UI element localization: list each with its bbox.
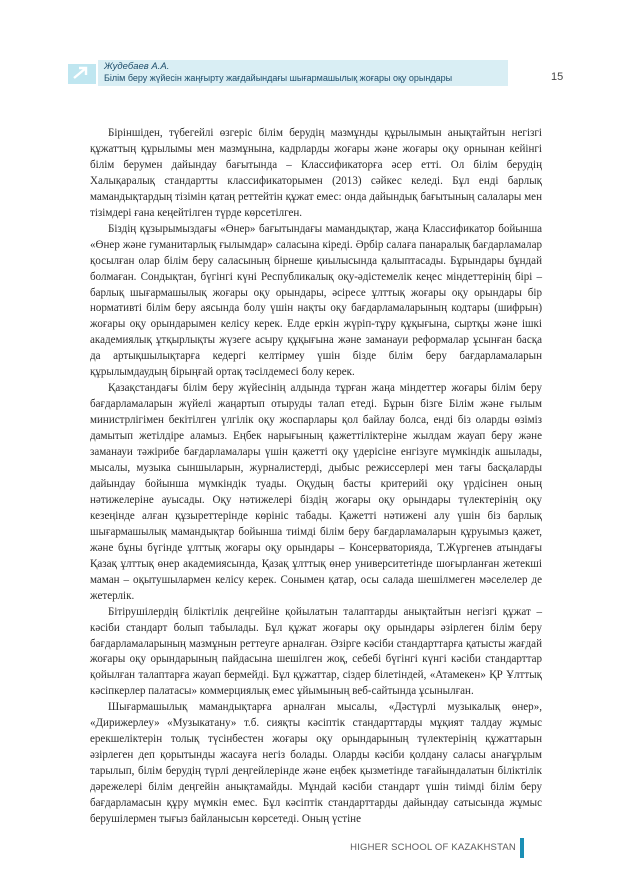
footer-accent-bar bbox=[520, 838, 524, 858]
article-body bbox=[90, 126, 542, 828]
article-author: Жудебаев А.А. bbox=[104, 61, 170, 72]
arrow-logo-icon bbox=[68, 64, 96, 84]
paragraph: Қазақстандағы білім беру жүйесінің алдында тұрған жаңа міндеттер жоғары білім беру бағдарламаларын жүйелі жаңартып отыруды талап етеді. Бұрын бізге Білім және ғылым министрлігімен бекітілген үлгілік оқу жоспарлары қол байлау болса, енді біз оларды өзіміз дамытып жетілдіре аламыз. Еңбек нарығының қажеттіліктеріне жылдам жауап беру және заманауи тәжірибе бағдарламалары үшін қажетті оқу үдерісіне енгізуге мүмкіндік ашылады, мысалы, музыка сыншыларын, журналистерді, дыбыс режиссерлері мен тағы басқаларды дайындау бойынша мүмкіндік туады. Оқудың басты критерийі оқу үрдісінен оның нәтижелеріне ауысады. Оқу нәтижелері біздің жоғары оқу орындары түлектерінің оқу кезеңінде алған құзыреттерінде көрініс табады. Қажетті нәтижені алу үшін біз барлық шығармашылық мамандықтар бойынша тиімді білім беру бағдарламаларын құруымыз қажет, және бұны бүгінде ұлттық жоғары оқу орындары – Консерваторияда, Т.Жүргенев атындағы Қазақ ұлттық өнер академиясында, Қазақ ұлттық өнер университетінде шоғырланған жетекші маман – оқытушылармен келісу керек. Сонымен қатар, осы салада шешілмеген мәселелер де жетерлік. bbox=[90, 382, 542, 602]
page-number: 15 bbox=[551, 71, 564, 83]
page-footer bbox=[0, 838, 624, 860]
paragraph: Бітірушілердің біліктілік деңгейіне қойылатын талаптарды анықтайтын негізгі құжат – кәсіби стандарт болып табылады. Бұл құжат жоғары оқу орындары әзірлеген білім беру бағдарламаларының мазмұнын реттеуге арналған. Әзірге кәсіби стандарттарға қатысты жағдай жоғары оқу орындарының пайдасына шешілген жоқ, себебі бүгінгі күнгі кәсіби стандарттар қойылған талаптарға жауап бермейді. Бұл құжаттар, сіздер білетіндей, «Атамекен» ҚР Ұлттық кәсіпкерлер палатасы» коммерциялық емес ұйымының веб-сайтында ұсынылған. bbox=[90, 605, 542, 698]
paragraph: Біріншіден, түбегейлі өзгеріс білім берудің мазмұнды құрылымын анықтайтын негізгі құжаттың құрылымы мен мазмұнына, кадрларды жоғары және жоғары оқу орнынан кейінгі білім берумен дайындау бағытында – Классификаторға әсер етті. Ол білім берудің Халықаралық стандартты классификаторымен (2013) сәйкес келеді. Бұл енді барлық мамандықтардың тізімін қатаң реттейтін құжат емес: онда дайындық бағытының салалары мен тізімдері ғана кеңейтілген түрде көрсетілген. bbox=[90, 127, 542, 219]
paragraph: Біздің құзырымыздағы «Өнер» бағытындағы мамандықтар, жаңа Классификатор бойынша «Өнер және гуманитарлық ғылымдар» саласына кіреді. Әрбір салаға панаралық бағдарламалар қосылған олар білім беру саласының бірнеше қиылысында қалыптасады. Бұрындары бұндай болмаған. Сондықтан, бүгінгі күні Республикалық оқу-әдістемелік кеңес міндеттерінің бірі – барлық шығармашылық жоғары оқу орындары, әсіресе ұлттық жоғары оқу орындары бір нормативті білім беру аясында болу үшін нақты оқу бағдарламаларының кодтары (шифрын) жоғары оқу орындарымен келісу керек. Елде еркін жүріп-тұру құқығына, сыртқы және ішкі академиялық ұтқырлықты жүзеге асыру құқығына және заманауи реформалар ұсынған басқа да артықшылықтарға кедергі келтірмеу үшін бізде білім беру бағдарламаларын құрылымдаудың бірыңғай ортақ тәсілдемесі болу керек. bbox=[90, 222, 542, 379]
article-title: Білім беру жүйесін жаңғырту жағдайындағы шығармашылық жоғары оқу орындары bbox=[104, 73, 453, 83]
journal-name: HIGHER SCHOOL OF KAZAKHSTAN bbox=[350, 842, 516, 853]
page-header bbox=[68, 60, 568, 86]
paragraph: Шығармашылық мамандықтарға арналған мысалы, «Дәстүрлі музыкалық өнер», «Дирижерлеу» «Музыкатану» т.б. сияқты кәсіптік стандарттарды мұқият талдау жұмыс ерекшеліктерін толық түсінбестен жоғары оқу орындарының түлектерінің құжаттарын әзірлеген деп қорытынды жасауға негіз болады. Оларды кәсіби қолдану саласы анағұрлым тарылып, білім берудің түрлі деңгейлерінде және еңбек қызметінде тағайындалатын біліктілік дәрежелері білім деңгейін анықтамайды. Мұндай кәсіби стандарт үшін тиімді білім беру бағдарламасын құру мүмкін емес. Бұл кәсіптік стандарттарды дайындау сатысында жұмыс берушілермен тығыз байланысын көрсетеді. Оның үстіне bbox=[90, 701, 542, 825]
